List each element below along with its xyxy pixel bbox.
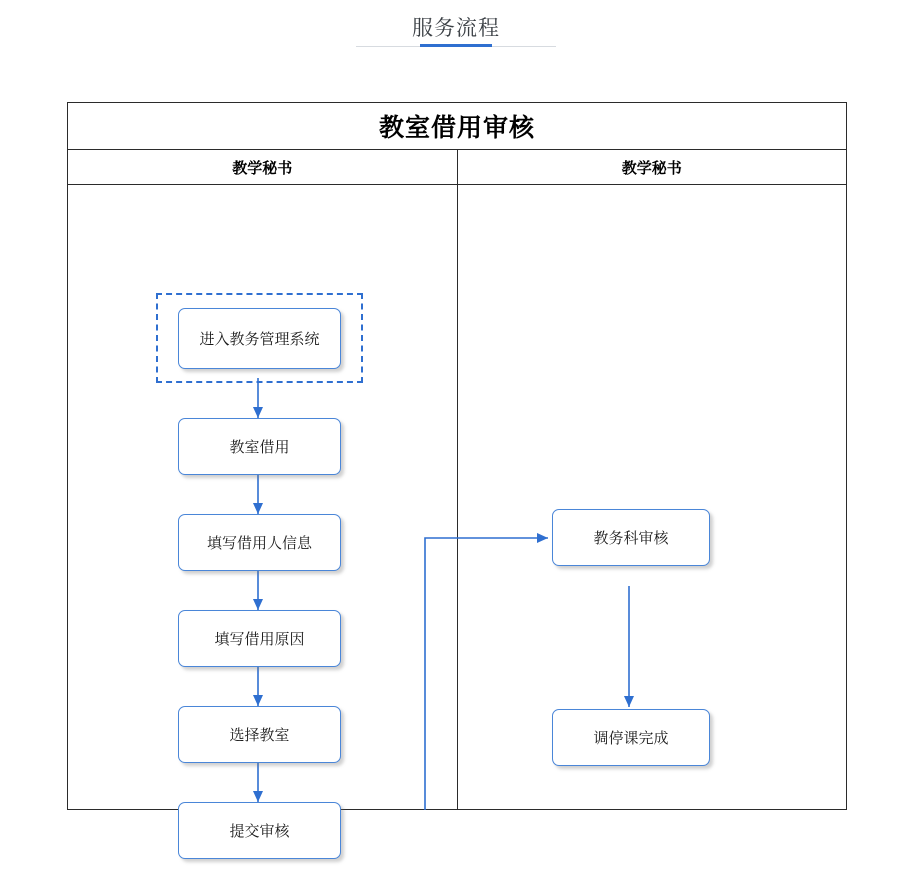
node-academic-office-review[interactable]	[552, 509, 710, 566]
node-enter-system[interactable]	[178, 308, 341, 369]
flowchart-title: 教室借用审核	[68, 103, 846, 150]
lane-divider	[457, 185, 458, 810]
page-header	[0, 14, 912, 44]
node-fill-reason[interactable]	[178, 610, 341, 667]
lane-header-right: 教学秘书	[621, 159, 682, 177]
node-classroom-borrow[interactable]	[178, 418, 341, 475]
node-label: 教室借用	[229, 439, 290, 456]
node-label: 调停课完成	[593, 730, 669, 747]
node-submit-review[interactable]	[178, 802, 341, 859]
node-label: 提交审核	[229, 823, 290, 840]
node-fill-borrower-info[interactable]	[178, 514, 341, 571]
title-divider-accent	[420, 44, 492, 47]
node-label: 选择教室	[229, 727, 290, 744]
node-select-classroom[interactable]	[178, 706, 341, 763]
flowchart	[67, 102, 847, 840]
node-label: 填写借用原因	[214, 631, 305, 648]
lane-body	[68, 185, 846, 840]
page-title: 服务流程	[412, 17, 500, 40]
node-label: 填写借用人信息	[206, 535, 312, 552]
lane-header-left: 教学秘书	[68, 150, 458, 184]
node-schedule-change-done[interactable]	[552, 709, 710, 766]
node-label: 进入教务管理系统	[199, 331, 320, 348]
lane-header-row	[68, 150, 846, 185]
node-label: 教务科审核	[593, 530, 669, 547]
